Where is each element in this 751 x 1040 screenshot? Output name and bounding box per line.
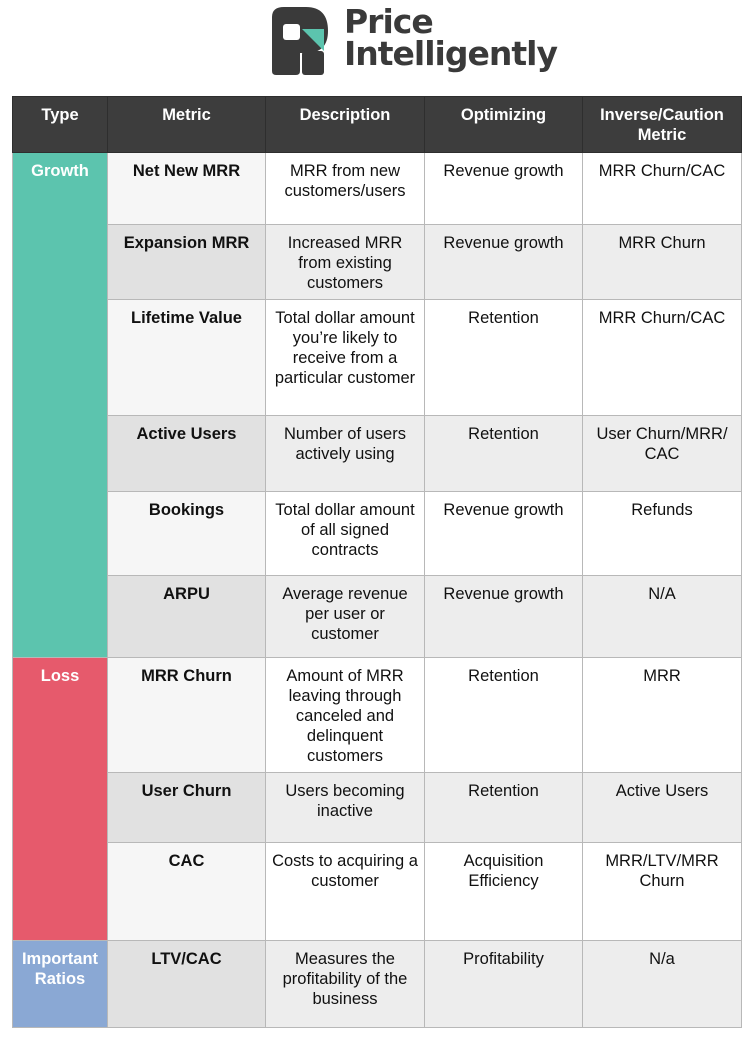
metrics-table (12, 96, 742, 1028)
brand-line-1: Price (344, 2, 433, 41)
metric-cell: Net New MRR (108, 153, 266, 225)
inverse-cell: MRR Churn/CAC (583, 300, 742, 416)
optimizing-cell: Revenue growth (425, 153, 583, 225)
header-description: Description (266, 97, 425, 153)
optimizing-cell: Retention (425, 416, 583, 492)
optimizing-cell: Retention (425, 658, 583, 773)
optimizing-cell: Acquisition Efficiency (425, 843, 583, 941)
description-cell: Measures the profitability of the business (266, 941, 425, 1028)
description-cell: Total dollar amount you’re likely to receive from a particular customer (266, 300, 425, 416)
header-inverse-caution-metric: Inverse/Caution Metric (583, 97, 742, 153)
brand-line-2: Intelligently (344, 34, 557, 73)
price-intelligently-logo-icon (266, 5, 336, 75)
header-type: Type (13, 97, 108, 153)
table-row (13, 300, 742, 416)
description-cell: Amount of MRR leaving through canceled and delinquent customers (266, 658, 425, 773)
metric-cell: User Churn (108, 773, 266, 843)
metric-cell: ARPU (108, 576, 266, 658)
group-loss: Loss (13, 658, 108, 941)
metric-cell: Active Users (108, 416, 266, 492)
inverse-cell: MRR Churn (583, 225, 742, 300)
table-row (13, 492, 742, 576)
description-cell: MRR from new customers/users (266, 153, 425, 225)
optimizing-cell: Profitability (425, 941, 583, 1028)
metric-cell: CAC (108, 843, 266, 941)
inverse-cell: MRR/LTV/MRR Churn (583, 843, 742, 941)
table-row (13, 225, 742, 300)
inverse-cell: N/A (583, 576, 742, 658)
brand-logo (266, 2, 566, 77)
description-cell: Average revenue per user or customer (266, 576, 425, 658)
header-row (13, 97, 742, 153)
inverse-cell: User Churn/MRR/ CAC (583, 416, 742, 492)
optimizing-cell: Retention (425, 773, 583, 843)
metric-cell: LTV/CAC (108, 941, 266, 1028)
description-cell: Number of users actively using (266, 416, 425, 492)
table-row (13, 416, 742, 492)
header-metric: Metric (108, 97, 266, 153)
group-growth: Growth (13, 153, 108, 658)
table-row (13, 658, 742, 773)
metric-cell: MRR Churn (108, 658, 266, 773)
description-cell: Users becoming inactive (266, 773, 425, 843)
inverse-cell: N/a (583, 941, 742, 1028)
metric-cell: Lifetime Value (108, 300, 266, 416)
optimizing-cell: Retention (425, 300, 583, 416)
description-cell: Total dollar amount of all signed contracts (266, 492, 425, 576)
metric-cell: Expansion MRR (108, 225, 266, 300)
table-row (13, 941, 742, 1028)
inverse-cell: Refunds (583, 492, 742, 576)
table-row (13, 576, 742, 658)
brand-wordmark (344, 2, 557, 73)
inverse-cell: MRR Churn/CAC (583, 153, 742, 225)
metric-cell: Bookings (108, 492, 266, 576)
description-cell: Costs to acquiring a customer (266, 843, 425, 941)
inverse-cell: Active Users (583, 773, 742, 843)
inverse-cell: MRR (583, 658, 742, 773)
description-cell: Increased MRR from existing customers (266, 225, 425, 300)
header-optimizing: Optimizing (425, 97, 583, 153)
table-row (13, 773, 742, 843)
optimizing-cell: Revenue growth (425, 492, 583, 576)
table-row (13, 843, 742, 941)
optimizing-cell: Revenue growth (425, 576, 583, 658)
table-row (13, 153, 742, 225)
optimizing-cell: Revenue growth (425, 225, 583, 300)
group-important-ratios: Important Ratios (13, 941, 108, 1028)
